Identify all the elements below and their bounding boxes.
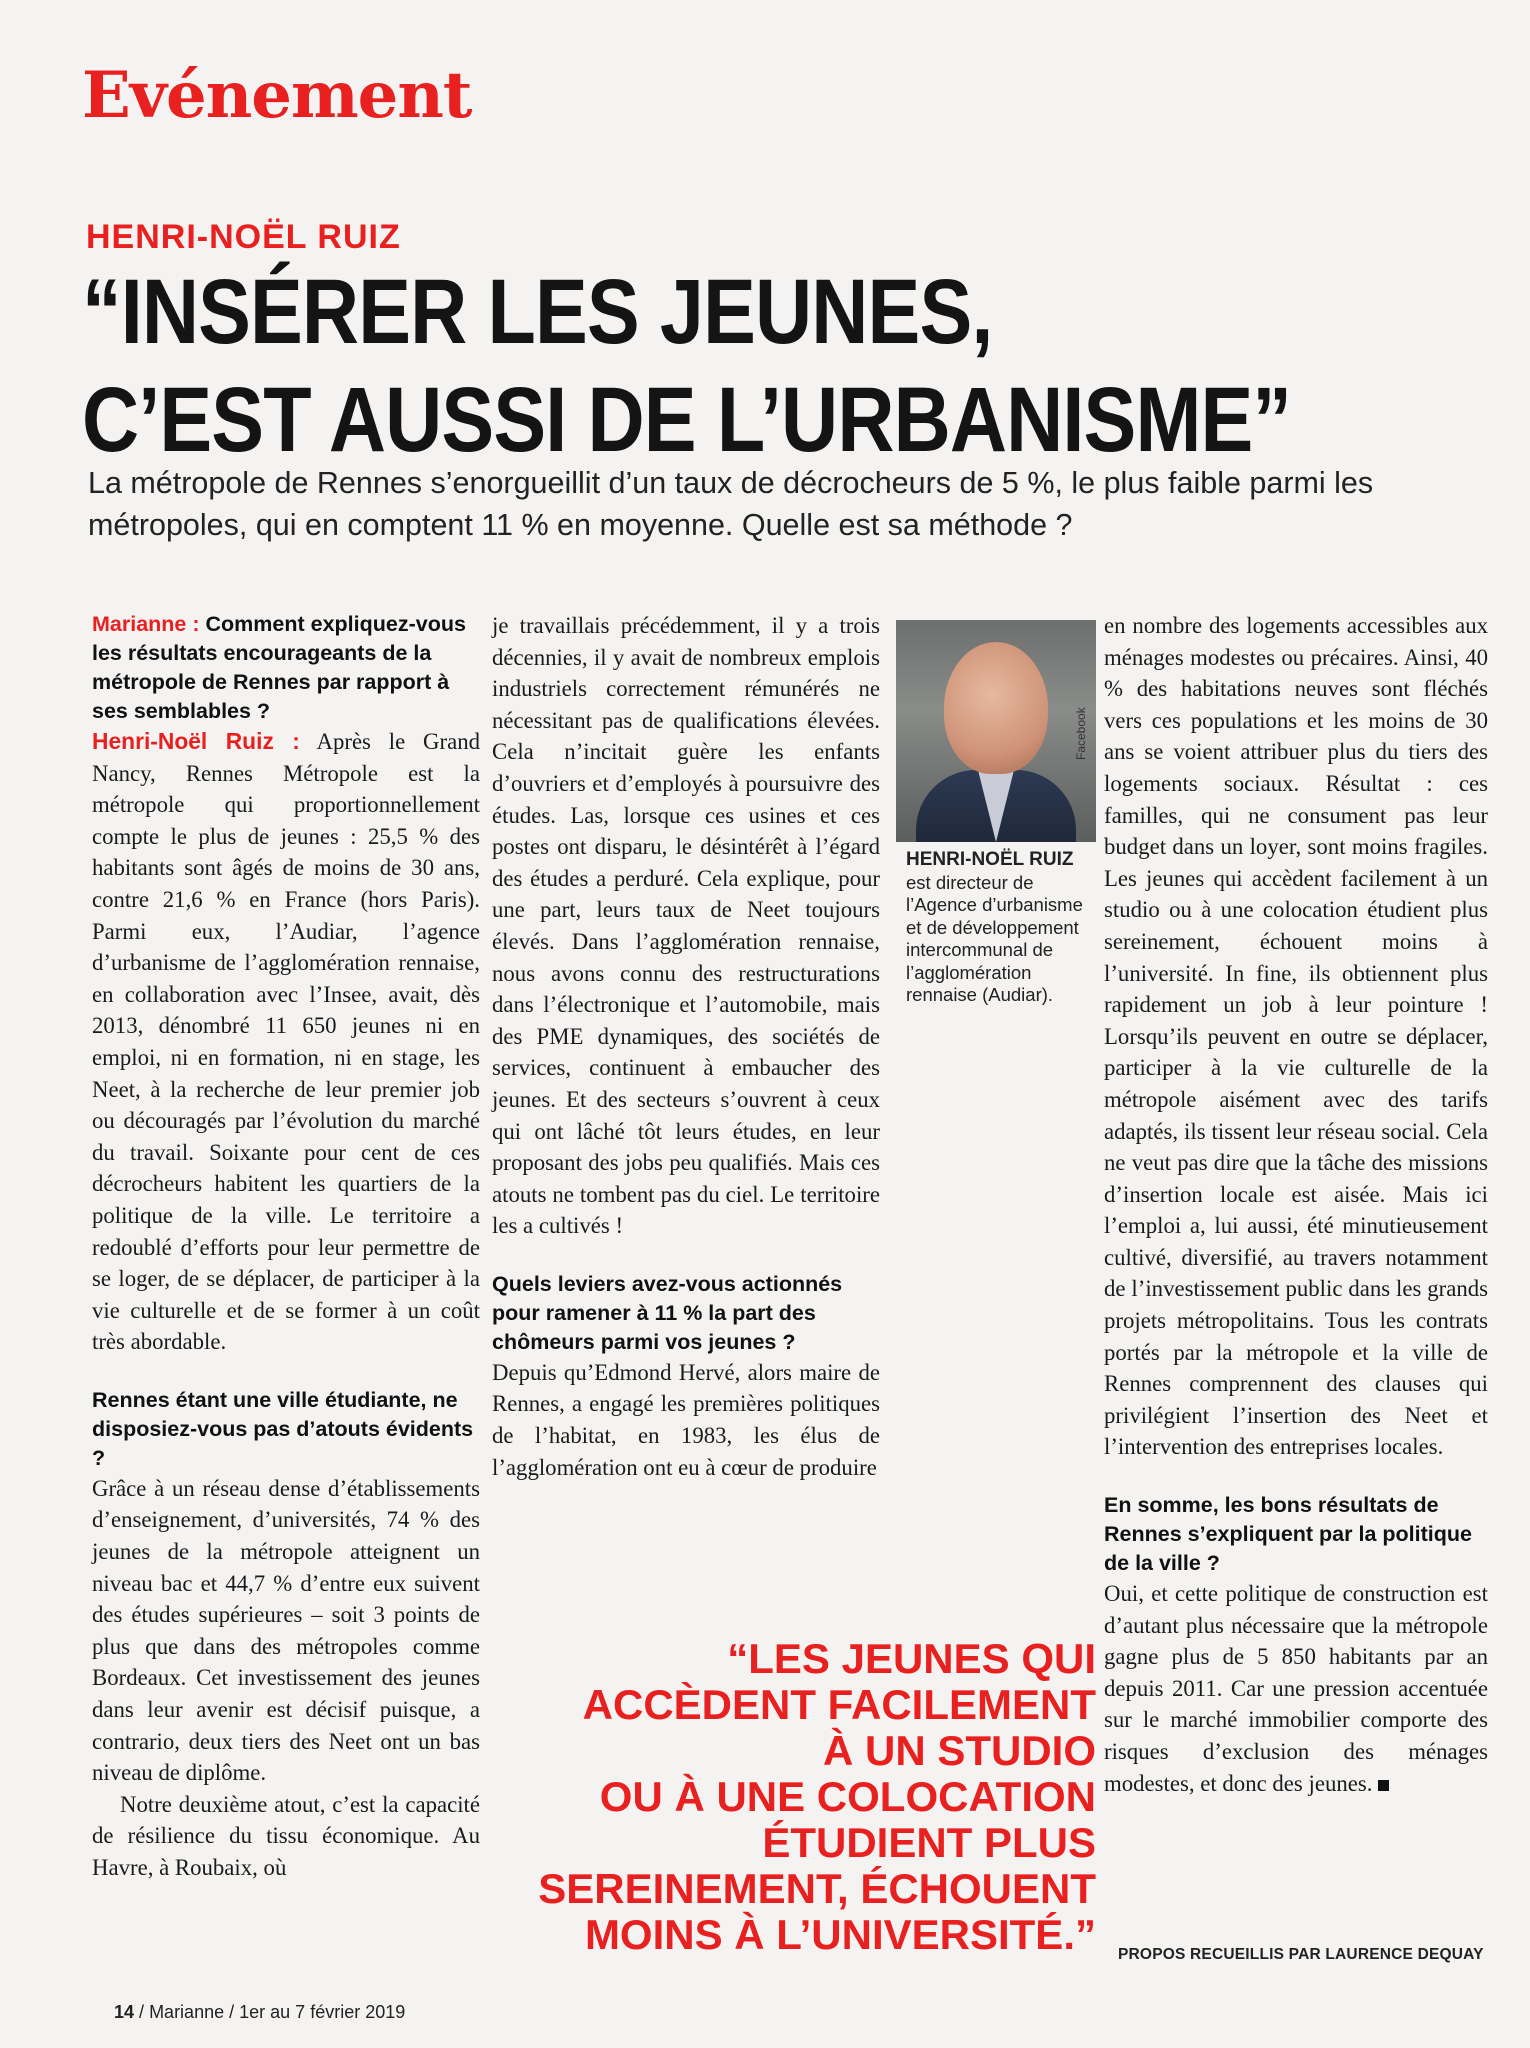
headline-line-2: C’EST AUSSI DE L’URBANISME” [82,369,1292,471]
pull-quote-line: “LES JEUNES QUI [727,1635,1096,1682]
page-number: 14 [114,2002,135,2022]
speaker-ruiz: Henri-Noël Ruiz : [92,728,300,754]
photo-caption [906,848,1092,1007]
headline-line-1: “INSÉRER LES JEUNES, [82,261,993,363]
end-mark-icon [1378,1780,1389,1791]
portrait-head [944,642,1048,774]
caption-text: est directeur de l’Agence d’urbanisme et de développement intercommunal de l’agglomération rennaise (Audiar). [906,871,1083,1005]
answer-1-text: Après le Grand Nancy, Rennes Métropole est la métropole qui proportionnellement compte le plus de jeunes : 25,5 % des habitants sont âgés de moins de 30 ans, contre 21,6 % en France (hors Paris). Parmi eux, l’Audiar, l’agence d’urbanisme de l’agglomération rennaise, en collaboration avec l’Insee, avait, dès 2013, dénombré 11 650 jeunes ni en emploi, ni en formation, ni en stage, les Neet, à la recherche de leur premier job ou découragés par l’évolution du marché du travail. Soixante pour cent de ces décrocheurs habitent les quartiers de la politique de la ville. Le territoire a redoublé d’efforts pour leur permettre de se loger, de se déplacer, de participer à la vie culturelle et de se former à un coût très abordable. [92,729,480,1355]
photo-credit: Facebook [1074,707,1088,760]
question-1-text: Comment expliquez-vous les résultats encourageants de la métropole de Rennes par rapport à ses semblables ? [92,612,466,723]
pull-quote-line: SEREINEMENT, ÉCHOUENT [538,1865,1096,1912]
question-3: Quels leviers avez-vous actionnés pour ramener à 11 % la part des chômeurs parmi vos jeunes ? [492,1271,843,1354]
pull-quote-line: MOINS À L’UNIVERSITÉ.” [584,1911,1096,1958]
headline [82,258,1462,474]
pull-quote-line: ACCÈDENT FACILEMENT [582,1681,1096,1728]
byline: PROPOS RECUEILLIS PAR LAURENCE DEQUAY [1118,1946,1484,1963]
answer-1 [92,726,480,1358]
standfirst: La métropole de Rennes s’enorgueillit d’un taux de décrocheurs de 5 %, le plus faible parmi les métropoles, qui en comptent 11 % en moyenne. Quelle est sa méthode ? [88,466,1374,542]
question-4: En somme, les bons résultats de Rennes s’expliquent par la politique de la ville ? [1104,1493,1472,1576]
page-folio: 14 / Marianne / 1er au 7 février 2019 [114,2002,406,2022]
pull-quote-line: ÉTUDIENT PLUS [762,1819,1096,1866]
answer-4-text: Oui, et cette politique de construction est d’autant plus nécessaire que la métropole gagne plus de 5 850 habitants par an depuis 2011. Car une pression accentuée sur le marché immobilier comporte des risques d’exclusion des ménages modestes, et donc des jeunes. [1104,1581,1488,1796]
question-1 [92,610,480,726]
answer-3b: en nombre des logements accessibles aux ménages modestes ou précaires. Ainsi, 40 % des habitations neuves sont fléchés vers ces populations et les moins de 30 ans se voient attribuer plus du tiers des logements sociaux. Résultat : ces familles, qui ne consument pas leur budget dans un loyer, sont moins fragiles. Les jeunes qui accèdent facilement à un studio ou à une colocation étudient plus sereinement, échouent moins à l’université. In fine, ils obtiennent plus rapidement un job à leur pointure ! Lorsqu’ils peuvent en outre se déplacer, participer à la vie culturelle de la métropole aisément avec des tarifs adaptés, ils tissent leur réseau social. Cela ne veut pas dire que la tâche des missions d’insertion locale est aisée. Mais ici l’emploi a, lui aussi, été minutieusement cultivé, diversifié, au travers notamment de l’investissement public dans les grands projets métropolitains. Tous les contrats portés par la métropole et la ville de Rennes comprennent des clauses qui privilégient l’insertion des Neet et l’intervention des entreprises locales. [1104,613,1488,1460]
section-rubric: Evénement [82,58,472,133]
pull-quote-line: OU À UNE COLOCATION [599,1773,1096,1820]
article-column-2 [492,610,880,1483]
magazine-name: Marianne [149,2002,225,2022]
answer-2c: je travaillais précédemment, il y a trois décennies, il y avait de nombreux emplois industriels correctement rémunérés ne nécessitant pas de qualifications élevées. Cela n’incitait guère les enfants d’ouvriers et d’employés à poursuivre des études. Las, lorsque ces usines et ces postes ont disparu, le désintérêt à l’égard des études a perduré. Cela explique, pour une part, leurs taux de Neet toujours élevés. Dans l’agglomération rennaise, nous avons connu des restructurations dans l’électronique et l’automobile, mais des PME dynamiques, des sociétés de services, continuent à embaucher des jeunes. Et des secteurs s’ouvrent à ceux qui ont lâché tôt leurs études, en leur proposant des jobs peu qualifiés. Mais ces atouts ne tombent pas du ciel. Le territoire les a cultivés ! [492,613,880,1239]
speaker-marianne: Marianne : [92,612,200,636]
caption-name: HENRI-NOËL RUIZ [906,849,1074,870]
pull-quote [520,1636,1096,1958]
answer-4 [1104,1578,1488,1799]
question-2: Rennes étant une ville étudiante, ne disposiez-vous pas d’atouts évidents ? [92,1387,474,1470]
portrait-photo [896,620,1096,842]
answer-2b: Notre deuxième atout, c’est la capacité de résilience du tissu économique. Au Havre, à Roubaix, où [92,1791,480,1880]
answer-2: Grâce à un réseau dense d’établissements d’enseignement, d’universités, 74 % des jeunes de la métropole atteignent un niveau bac et 44,7 % d’entre eux suivent des études supérieures – soit 3 points de plus que dans des métropoles comme Bordeaux. Cet investissement des jeunes dans leur avenir est décisif puisque, a contrario, deux tiers des Neet ont un bas niveau de diplôme. [92,1475,480,1786]
article-column-1 [92,610,480,1884]
pull-quote-line: À UN STUDIO [823,1727,1096,1774]
issue-date: 1er au 7 février 2019 [239,2002,406,2022]
interviewee-kicker: HENRI-NOËL RUIZ [86,218,401,256]
answer-3: Depuis qu’Edmond Hervé, alors maire de Rennes, a engagé les premières politiques de l’habitat, en 1983, les élus de l’agglomération ont eu à cœur de produire [492,1359,880,1480]
article-column-3 [1104,610,1488,1799]
